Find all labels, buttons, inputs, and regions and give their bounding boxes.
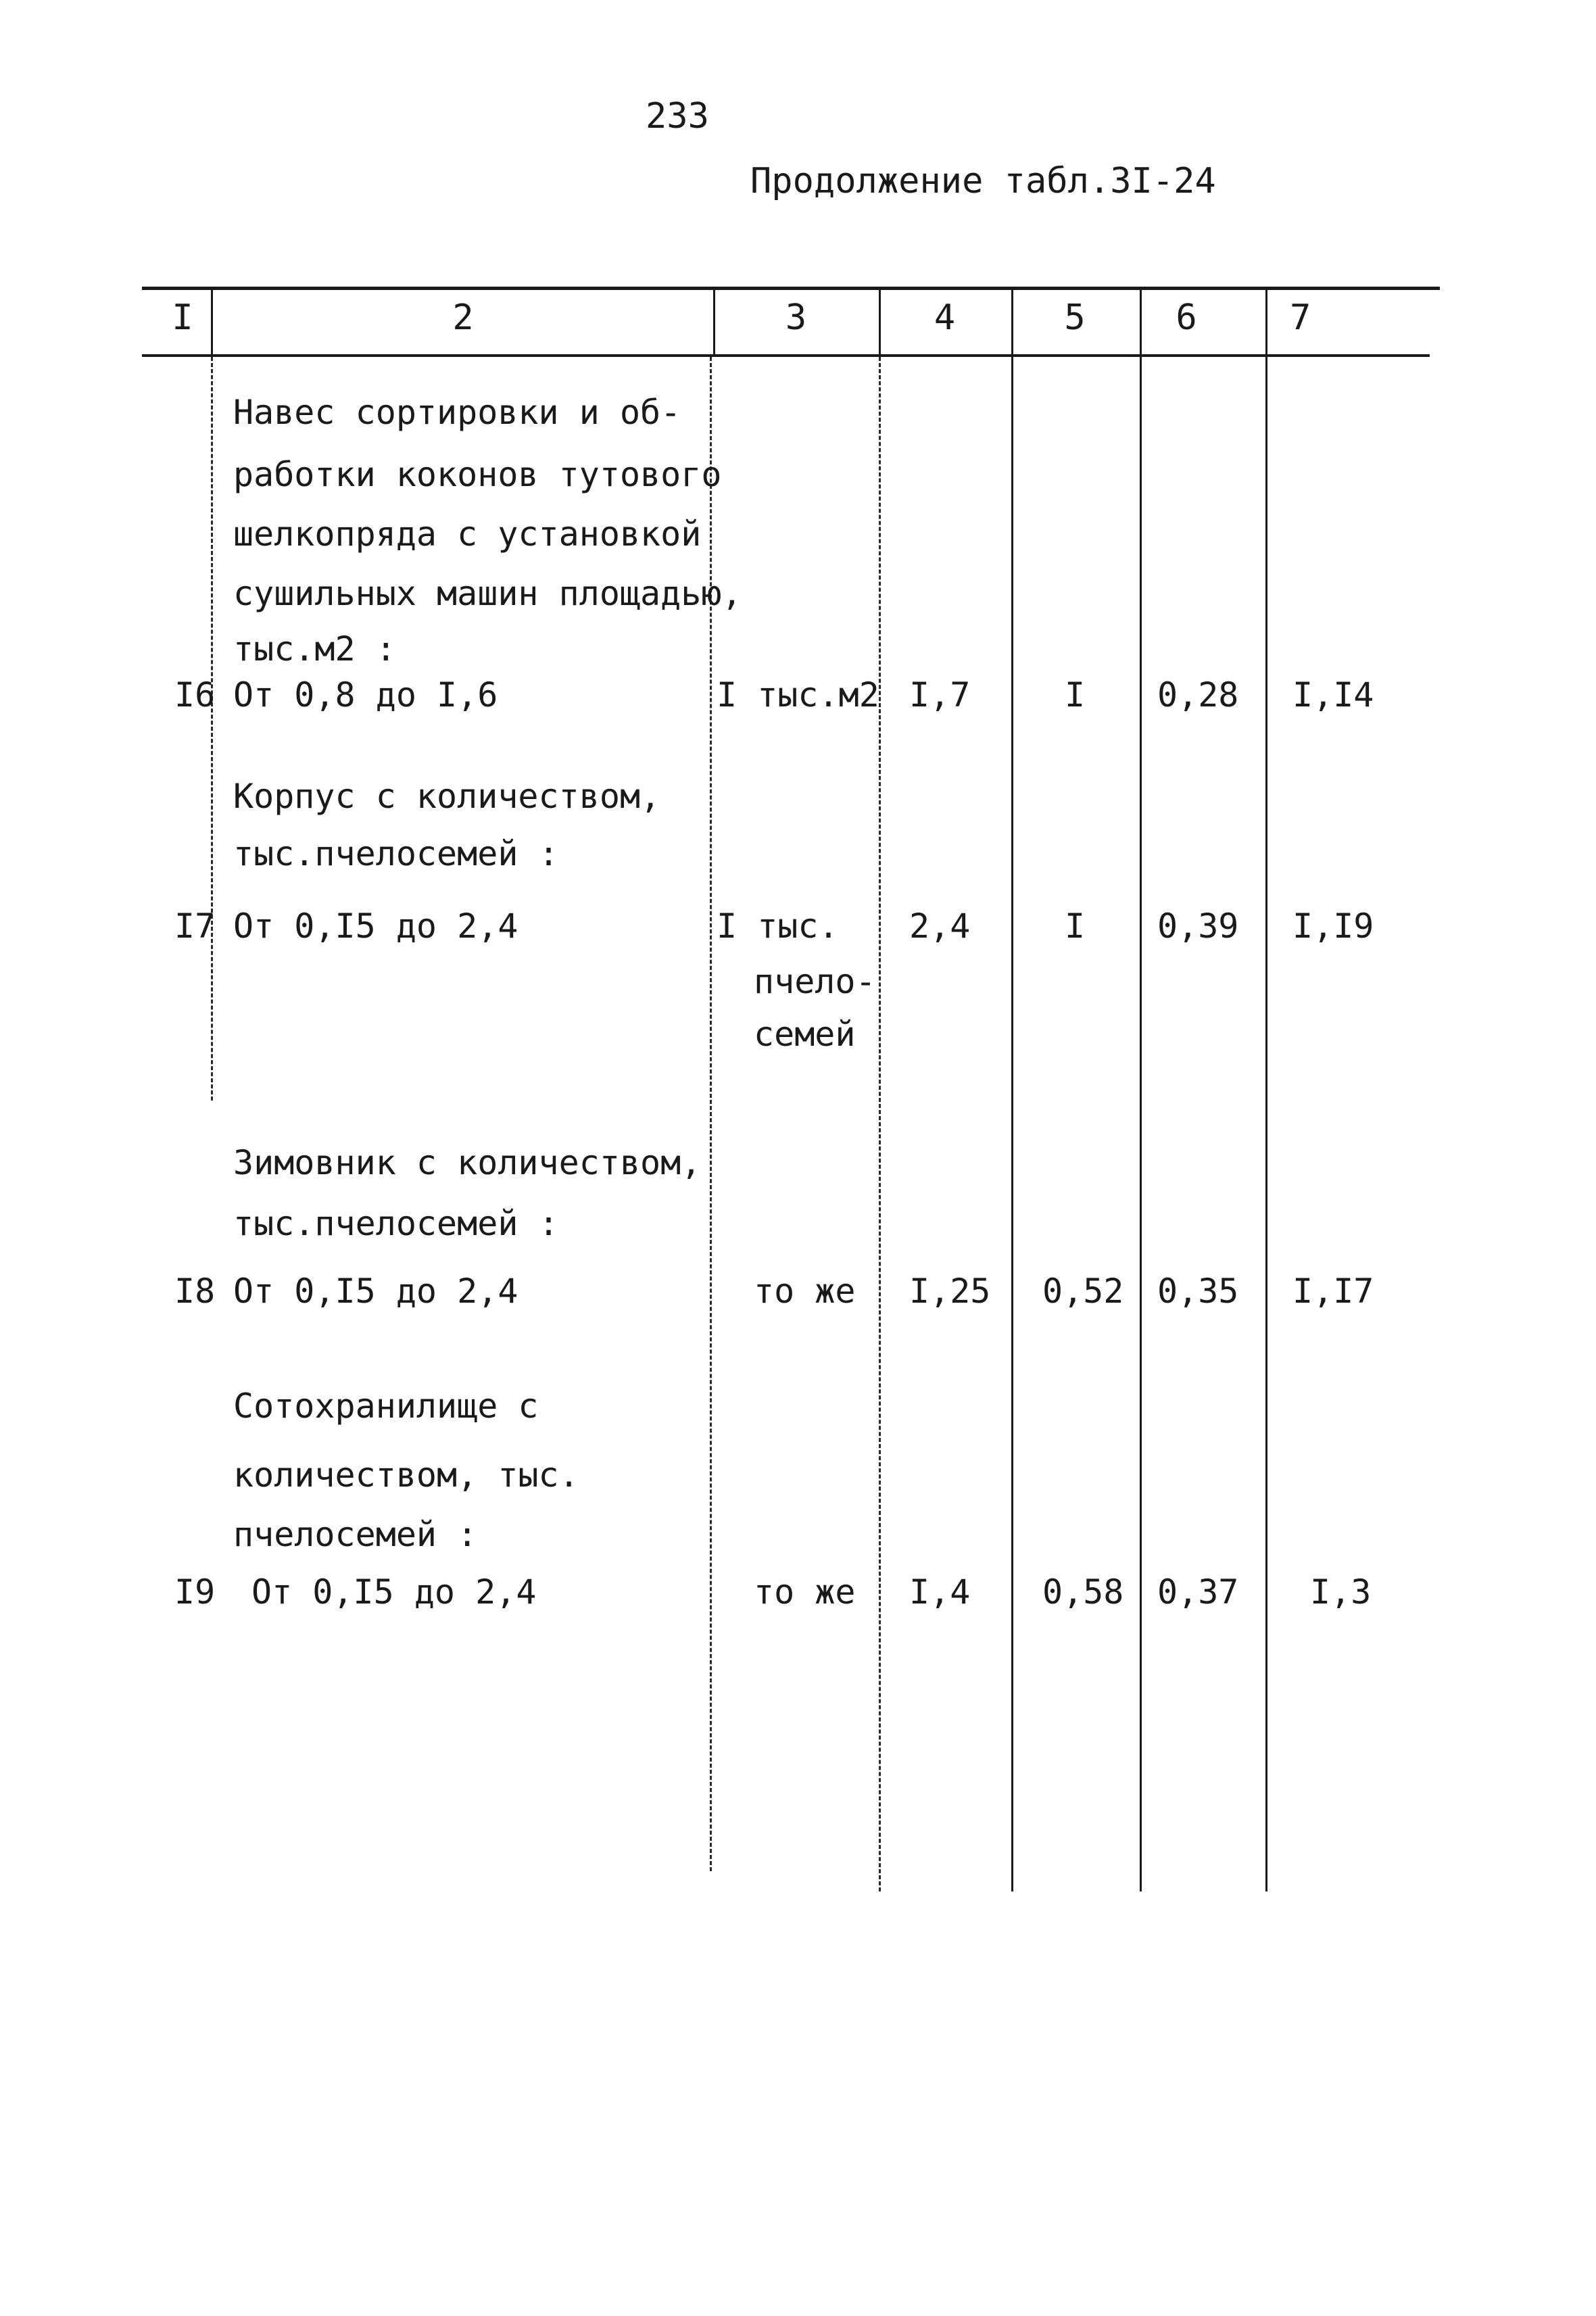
cell-col7: I,I4 [1292,675,1374,715]
heading-line: работки коконов тутового [233,455,722,494]
heading-line: Навес сортировки и об- [233,393,681,432]
header-bottom-rule [142,354,1430,357]
heading-line: Корпус с количеством, [233,777,661,816]
row-unit: семей [754,1015,856,1054]
cell-col6: 0,28 [1157,675,1239,715]
row-range: От 0,8 до I,6 [233,675,498,715]
table-caption: Продолжение табл.3I-24 [750,161,1216,201]
table-top-rule [142,287,1440,290]
row-number: I8 [174,1272,216,1311]
column-header: I [172,297,193,338]
row-number: I9 [174,1572,216,1612]
column-divider [879,288,881,354]
page-number: 233 [646,96,709,137]
column-divider [211,288,213,354]
heading-line: Сотохранилище с [233,1386,539,1426]
row-unit: I тыс. [717,907,839,946]
heading-line: сушильных машин площадью, [233,574,742,613]
row-unit: пчело- [754,962,876,1001]
cell-col5: 0,52 [1042,1272,1124,1311]
cell-col4: I,7 [909,675,971,715]
cell-col5: I [1064,675,1086,715]
heading-line: тыс.м2 : [233,629,396,669]
cell-col4: I,25 [909,1272,991,1311]
column-divider [211,357,213,1101]
row-unit: то же [754,1272,856,1311]
row-number: I6 [174,675,216,715]
column-divider [1140,288,1142,354]
column-header: 5 [1064,297,1086,338]
heading-line: шелкопряда с установкой [233,514,702,554]
row-range: От 0,I5 до 2,4 [251,1572,537,1612]
heading-line: пчелосемей : [233,1515,478,1554]
row-unit: I тыс.м2 [717,675,879,715]
column-divider [713,288,715,354]
cell-col7: I,3 [1310,1572,1372,1612]
cell-col6: 0,35 [1157,1272,1239,1311]
column-divider [1140,357,1142,1891]
column-header: 2 [452,297,474,338]
heading-line: Зимовник с количеством, [233,1143,702,1182]
cell-col7: I,I7 [1292,1272,1374,1311]
cell-col6: 0,37 [1157,1572,1239,1612]
row-number: I7 [174,907,216,946]
row-range: От 0,I5 до 2,4 [233,907,518,946]
column-header: 6 [1176,297,1197,338]
cell-col5: 0,58 [1042,1572,1124,1612]
heading-line: тыс.пчелосемей : [233,834,559,873]
column-header: 4 [934,297,956,338]
cell-col6: 0,39 [1157,907,1239,946]
column-header: 7 [1290,297,1311,338]
cell-col7: I,I9 [1292,907,1374,946]
cell-col5: I [1064,907,1086,946]
heading-line: количеством, тыс. [233,1455,579,1495]
column-divider [1011,288,1013,354]
cell-col4: I,4 [909,1572,971,1612]
column-divider [879,357,881,1891]
column-divider [1011,357,1013,1891]
cell-col4: 2,4 [909,907,971,946]
column-header: 3 [785,297,807,338]
row-range: От 0,I5 до 2,4 [233,1272,518,1311]
column-divider [1265,357,1267,1891]
heading-line: тыс.пчелосемей : [233,1204,559,1243]
column-divider [1265,288,1267,354]
row-unit: то же [754,1572,856,1612]
